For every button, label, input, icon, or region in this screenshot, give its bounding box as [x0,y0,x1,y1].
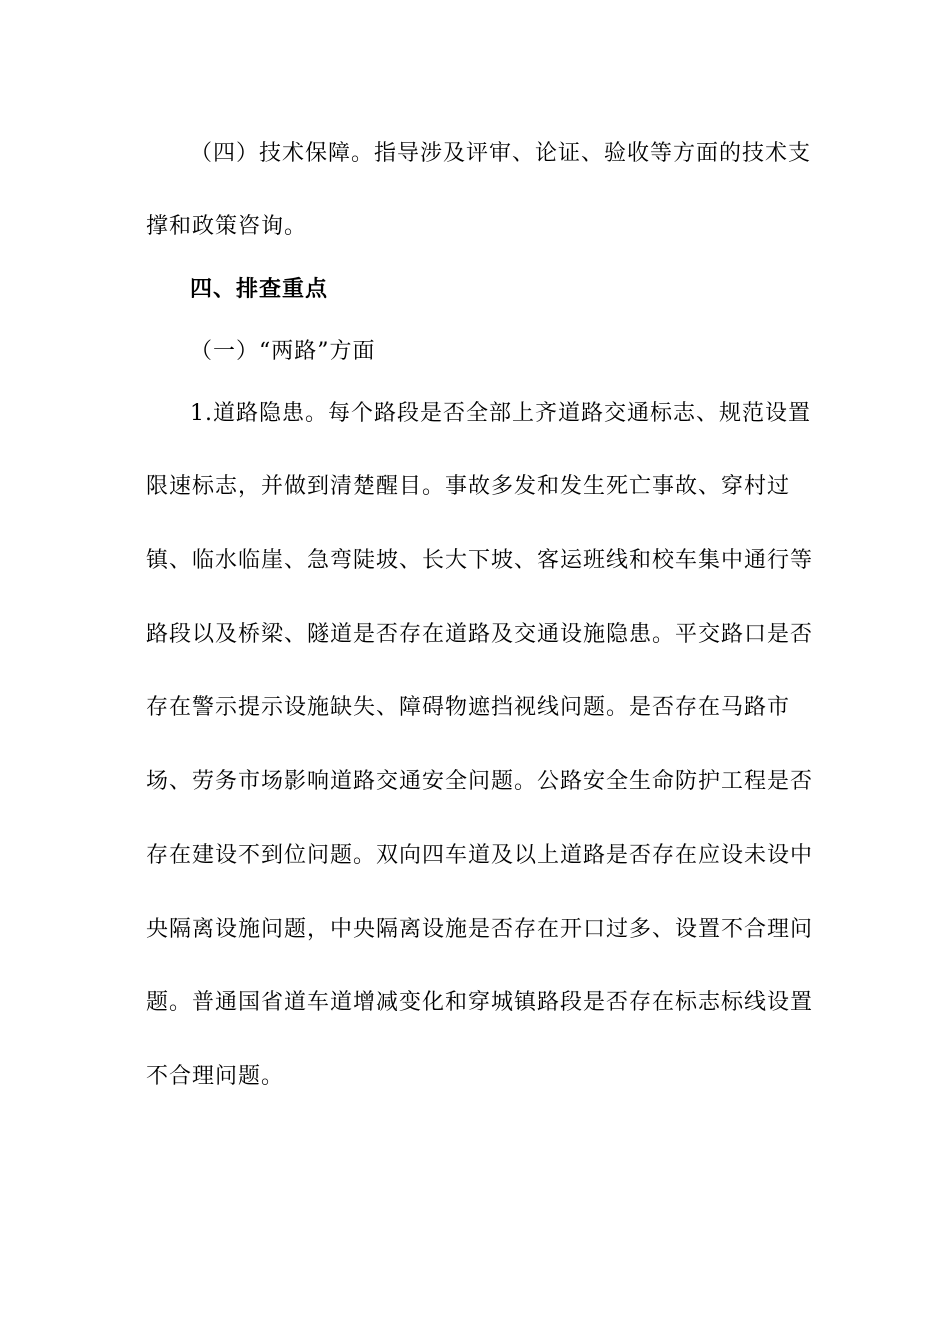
road-hazards-line-2: 限速标志，并做到清楚醒目。事故多发和发生死亡事故、穿村过 [146,474,791,499]
road-hazards-line-8: 央隔离设施问题，中央隔离设施是否存在开口过多、设置不合理问 [146,917,814,942]
sub-heading: （一）“两路”方面 [190,339,376,364]
road-hazards-line-3: 镇、临水临崖、急弯陡坡、长大下坡、客运班线和校车集中通行等 [146,548,814,573]
tech-support-line-2: 撑和政策咨询。 [146,214,308,239]
road-hazards-line-5: 存在警示提示设施缺失、障碍物遮挡视线问题。是否存在马路市 [146,695,791,720]
road-hazards-line-9: 题。普通国省道车道增减变化和穿城镇路段是否存在标志标线设置 [146,990,814,1015]
road-hazards-line-7: 存在建设不到位问题。双向四车道及以上道路是否存在应设未设中 [146,843,814,868]
road-hazards-line-1: 1.道路隐患。每个路段是否全部上齐道路交通标志、规范设置 [190,401,811,426]
section-heading: 四、排查重点 [190,277,329,302]
road-hazards-line-10: 不合理问题。 [146,1064,285,1089]
road-hazards-line-6: 场、劳务市场影响道路交通安全问题。公路安全生命防护工程是否 [146,769,814,794]
road-hazards-line-4: 路段以及桥梁、隧道是否存在道路及交通设施隐患。平交路口是否 [146,622,814,647]
tech-support-line-1: （四）技术保障。指导涉及评审、论证、验收等方面的技术支 [190,141,812,166]
